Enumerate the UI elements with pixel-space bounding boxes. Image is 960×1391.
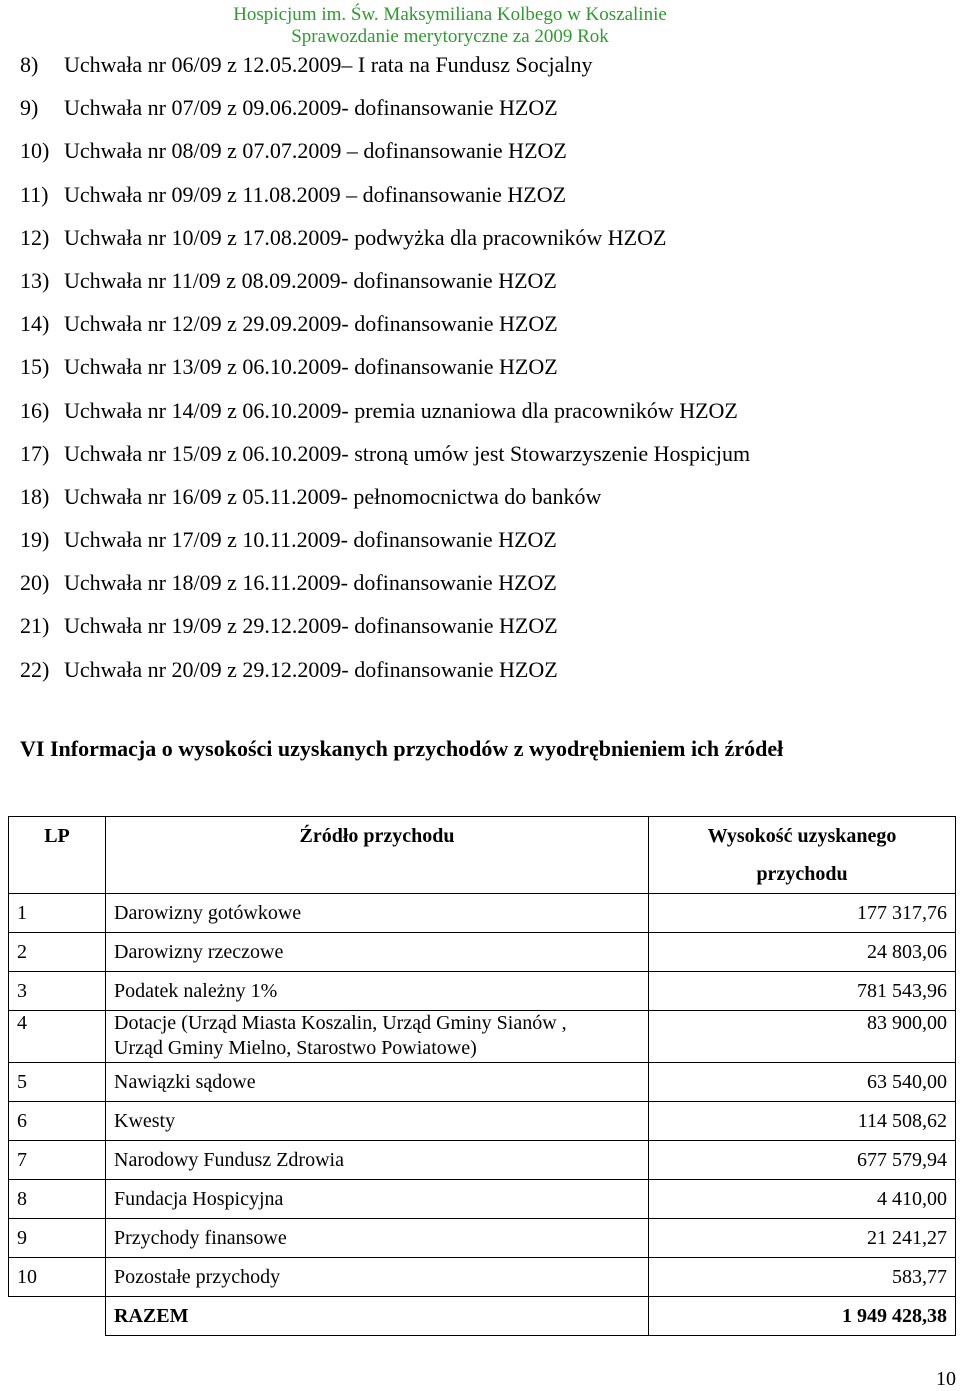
cell-source: Darowizny gotówkowe xyxy=(106,894,649,933)
cell-amount: 63 540,00 xyxy=(649,1063,956,1102)
list-item-text: Uchwała nr 14/09 z 06.10.2009- premia uznaniowa dla pracowników HZOZ xyxy=(64,397,738,423)
cell-lp: 9 xyxy=(9,1219,106,1258)
list-item-text: Uchwała nr 12/09 z 29.09.2009- dofinansowanie HZOZ xyxy=(64,311,558,337)
list-item xyxy=(20,568,920,611)
list-item xyxy=(20,309,920,352)
table-row xyxy=(9,1063,956,1102)
column-header-amount-line1: Wysokość uzyskanego xyxy=(707,825,897,847)
column-header-amount xyxy=(649,817,956,894)
total-amount: 1 949 428,38 xyxy=(649,1297,956,1336)
cell-source: Nawiązki sądowe xyxy=(106,1063,649,1102)
list-item xyxy=(20,180,920,223)
table-row xyxy=(9,1102,956,1141)
table-row xyxy=(9,1180,956,1219)
list-item-number: 14) xyxy=(20,311,50,337)
list-item-number: 18) xyxy=(20,483,50,509)
cell-source: Pozostałe przychody xyxy=(106,1258,649,1297)
list-item xyxy=(20,482,920,525)
list-item-number: 21) xyxy=(20,613,50,639)
table-row xyxy=(9,1258,956,1297)
cell-lp: 1 xyxy=(9,894,106,933)
list-item-number: 10) xyxy=(20,138,50,164)
cell-lp: 3 xyxy=(9,972,106,1011)
list-item-number: 20) xyxy=(20,570,50,596)
table-row xyxy=(9,933,956,972)
cell-source-line2: Urząd Gminy Mielno, Starostwo Powiatowe) xyxy=(114,1037,477,1059)
cell-lp: 6 xyxy=(9,1102,106,1141)
cell-source: Podatek należny 1% xyxy=(106,972,649,1011)
cell-source-line1: Dotacje (Urząd Miasta Koszalin, Urząd Gminy Sianów , xyxy=(114,1012,567,1034)
list-item-text: Uchwała nr 18/09 z 16.11.2009- dofinansowanie HZOZ xyxy=(64,570,557,596)
cell-lp: 4 xyxy=(9,1011,106,1063)
list-item-number: 9) xyxy=(20,95,39,121)
list-item-text: Uchwała nr 17/09 z 10.11.2009- dofinansowanie HZOZ xyxy=(64,527,557,553)
list-item-text: Uchwała nr 13/09 z 06.10.2009- dofinansowanie HZOZ xyxy=(64,354,558,380)
list-item-text: Uchwała nr 19/09 z 29.12.2009- dofinansowanie HZOZ xyxy=(64,613,558,639)
cell-amount: 781 543,96 xyxy=(649,972,956,1011)
table-row xyxy=(9,972,956,1011)
list-item xyxy=(20,525,920,568)
cell-source xyxy=(106,1011,649,1063)
list-item xyxy=(20,352,920,395)
table-header-row xyxy=(9,817,956,894)
cell-amount: 677 579,94 xyxy=(649,1141,956,1180)
document-header xyxy=(0,4,900,48)
table-total-row xyxy=(9,1297,956,1336)
list-item-number: 12) xyxy=(20,224,50,250)
list-item-text: Uchwała nr 06/09 z 12.05.2009– I rata na Fundusz Socjalny xyxy=(64,52,593,77)
cell-lp: 10 xyxy=(9,1258,106,1297)
cell-lp: 8 xyxy=(9,1180,106,1219)
list-item-number: 11) xyxy=(20,181,49,207)
cell-amount: 83 900,00 xyxy=(649,1011,956,1063)
column-header-lp: LP xyxy=(9,817,106,894)
cell-amount: 583,77 xyxy=(649,1258,956,1297)
table-row xyxy=(9,1219,956,1258)
list-item xyxy=(20,655,920,698)
cell-amount: 4 410,00 xyxy=(649,1180,956,1219)
cell-lp: 5 xyxy=(9,1063,106,1102)
list-item xyxy=(20,611,920,654)
cell-source: Darowizny rzeczowe xyxy=(106,933,649,972)
cell-empty xyxy=(9,1297,106,1336)
cell-source: Przychody finansowe xyxy=(106,1219,649,1258)
list-item-number: 19) xyxy=(20,527,50,553)
list-item xyxy=(20,266,920,309)
list-item-text: Uchwała nr 07/09 z 09.06.2009- dofinansowanie HZOZ xyxy=(64,95,558,121)
list-item xyxy=(20,93,920,136)
list-item-number: 13) xyxy=(20,267,50,293)
list-item-text: Uchwała nr 08/09 z 07.07.2009 – dofinansowanie HZOZ xyxy=(64,138,567,164)
list-item-text: Uchwała nr 09/09 z 11.08.2009 – dofinansowanie HZOZ xyxy=(64,181,567,207)
table-row xyxy=(9,1011,956,1063)
list-item xyxy=(20,223,920,266)
list-item-number: 17) xyxy=(20,440,50,466)
page-number: 10 xyxy=(936,1368,956,1390)
cell-amount: 177 317,76 xyxy=(649,894,956,933)
list-item xyxy=(20,439,920,482)
list-item-number: 16) xyxy=(20,397,50,423)
income-table xyxy=(8,816,956,1336)
list-item-number: 22) xyxy=(20,656,50,682)
column-header-amount-line2: przychodu xyxy=(756,863,848,885)
header-organization: Hospicjum im. Św. Maksymiliana Kolbego w Koszalinie xyxy=(233,4,667,25)
column-header-source: Źródło przychodu xyxy=(106,817,649,894)
list-item-text: Uchwała nr 20/09 z 29.12.2009- dofinansowanie HZOZ xyxy=(64,656,558,682)
cell-lp: 2 xyxy=(9,933,106,972)
table-row xyxy=(9,894,956,933)
cell-amount: 24 803,06 xyxy=(649,933,956,972)
list-item-text: Uchwała nr 11/09 z 08.09.2009- dofinansowanie HZOZ xyxy=(64,267,557,293)
list-item-text: Uchwała nr 10/09 z 17.08.2009- podwyżka dla pracowników HZOZ xyxy=(64,224,667,250)
header-report-title: Sprawozdanie merytoryczne za 2009 Rok xyxy=(291,26,609,47)
total-label: RAZEM xyxy=(106,1297,649,1336)
list-item-text: Uchwała nr 16/09 z 05.11.2009- pełnomocnictwa do banków xyxy=(64,483,602,509)
cell-source: Kwesty xyxy=(106,1102,649,1141)
section-heading: VI Informacja o wysokości uzyskanych przychodów z wyodrębnieniem ich źródeł xyxy=(20,736,784,761)
resolutions-list xyxy=(20,50,920,698)
list-item xyxy=(20,396,920,439)
cell-lp: 7 xyxy=(9,1141,106,1180)
list-item xyxy=(20,50,920,93)
list-item-number: 8) xyxy=(20,52,39,77)
table-row xyxy=(9,1141,956,1180)
list-item-text: Uchwała nr 15/09 z 06.10.2009- stroną umów jest Stowarzyszenie Hospicjum xyxy=(64,440,751,466)
cell-amount: 114 508,62 xyxy=(649,1102,956,1141)
list-item xyxy=(20,136,920,179)
cell-source: Narodowy Fundusz Zdrowia xyxy=(106,1141,649,1180)
list-item-number: 15) xyxy=(20,354,50,380)
cell-amount: 21 241,27 xyxy=(649,1219,956,1258)
cell-source: Fundacja Hospicyjna xyxy=(106,1180,649,1219)
